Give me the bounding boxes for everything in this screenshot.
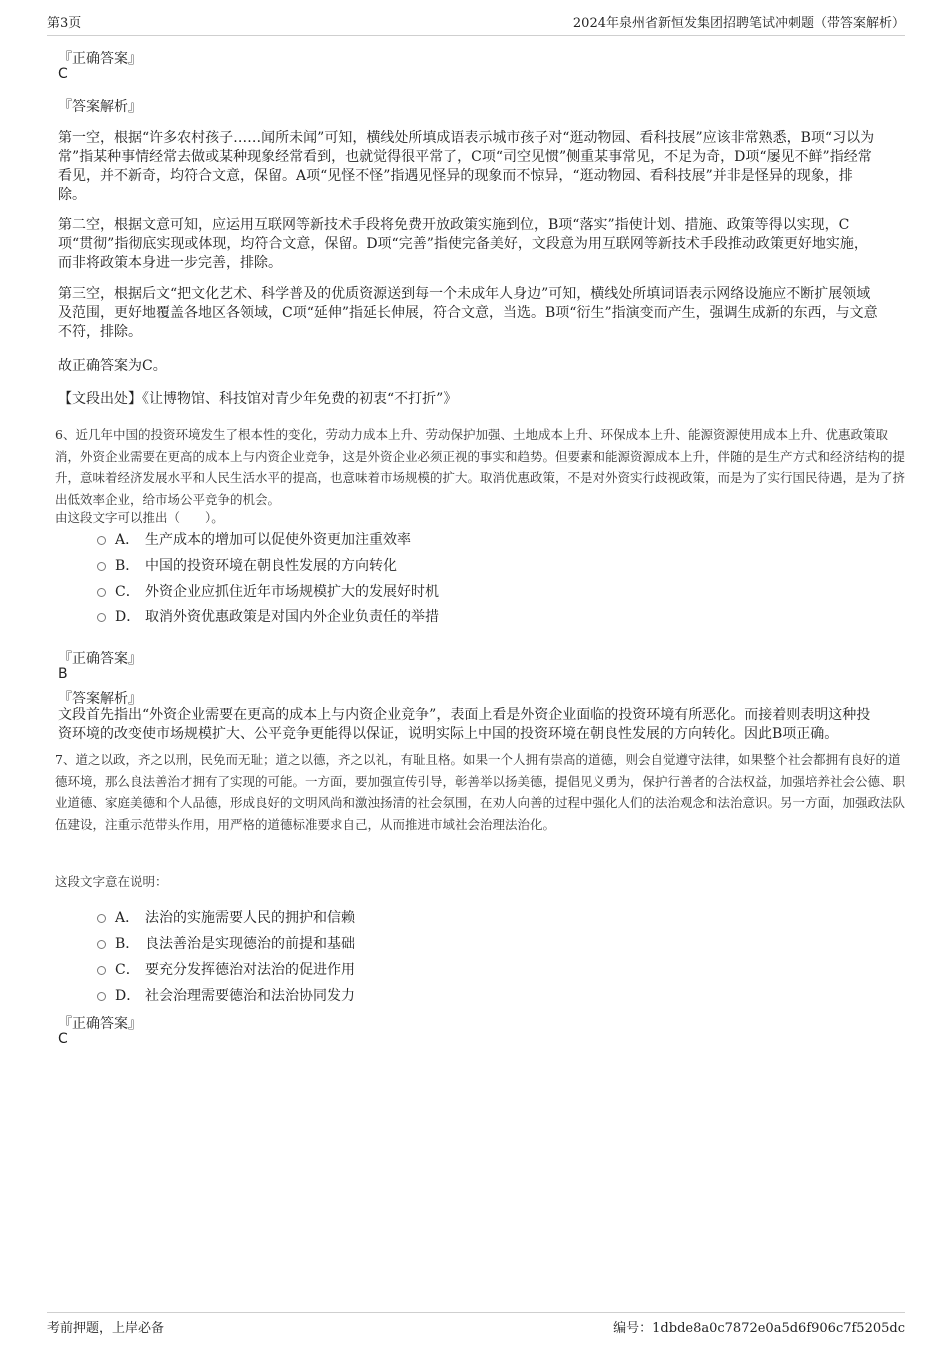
analysis-paragraph: 第一空，根据“许多农村孩子……闻所未闻”可知，横线处所填成语表示城市孩子对“逛动物园、看科技展”应该非常熟悉，B项“习以为常”指某种事情经常去做或某种现象经常看到，也就觉得很平常了，C项“司空见惯”侧重某事常见，不足为奇，D项“屡见不鲜”指经常看见，并不新奇，均符合文意，保留。A项“见怪不怪”指遇见怪异的现象而不惊异，“逛动物园、看科技展”并非是怪异的现象，排除。 xyxy=(58,130,875,203)
answer-label: 『正确答案』 xyxy=(58,651,142,667)
answer-label: 『正确答案』 xyxy=(58,1016,142,1032)
radio-icon[interactable] xyxy=(97,940,106,949)
question-prompt: 由这段文字可以推出（ ）。 xyxy=(55,510,224,525)
option-b[interactable]: B． 中国的投资环境在朝良性发展的方向转化 xyxy=(97,555,397,575)
document-id: 编号：1dbde8a0c7872e0a5d6f906c7f5205dc xyxy=(613,1321,905,1336)
analysis-label: 『答案解析』 xyxy=(58,99,142,115)
page-header xyxy=(47,12,905,36)
analysis-conclusion: 故正确答案为C。 xyxy=(58,358,167,374)
radio-icon[interactable] xyxy=(97,562,106,571)
footer-slogan: 考前押题，上岸必备 xyxy=(47,1321,165,1336)
question-prompt: 这段文字意在说明： xyxy=(55,874,168,889)
option-d[interactable]: D． 取消外资优惠政策是对国内外企业负责任的举措 xyxy=(97,606,439,626)
answer-label: 『正确答案』 xyxy=(58,51,142,67)
analysis-paragraph: 第二空，根据文意可知，应运用互联网等新技术手段将免费开放政策实施到位，B项“落实”指使计划、措施、政策等得以实现，C项“贯彻”指彻底实现或体现，均符合文意，保留。D项“完善”指使完备美好，文段意为用互联网等新技术手段推动政策更好地实施，而非将政策本身进一步完善，排除。 xyxy=(58,217,868,271)
radio-icon[interactable] xyxy=(97,536,106,545)
analysis-paragraph: 文段首先指出“外资企业需要在更高的成本上与内资企业竞争”，表面上看是外资企业面临的投资环境有所恶化。而接着则表明这种投资环境的改变使市场规模扩大、公平竞争更能得以保证，说明实际上中国的投资环境在朝良性发展的方向转化。因此B项正确。 xyxy=(58,707,871,742)
radio-icon[interactable] xyxy=(97,588,106,597)
page-number: 第3页 xyxy=(47,16,82,31)
question-stem: 6、近几年中国的投资环境发生了根本性的变化，劳动力成本上升、劳动保护加强、土地成本上升、环保成本上升、能源资源使用成本上升、优惠政策取消，外资企业需要在更高的成本上与内资企业竞争，这是外资企业必须正视的事实和趋势。但要素和能源资源成本上升，伴随的是生产方式和经济结构的提升，意味着经济发展水平和人民生活水平的提高，也意味着市场规模的扩大。取消优惠政策，不是对外资实行歧视政策，而是为了实行国民待遇，是为了挤出低效率企业，给市场公平竞争的机会。 xyxy=(55,427,906,507)
option-a[interactable]: A． 生产成本的增加可以促使外资更加注重效率 xyxy=(97,529,411,549)
option-c[interactable]: C． 要充分发挥德治对法治的促进作用 xyxy=(97,959,355,979)
option-b[interactable]: B． 良法善治是实现德治的前提和基础 xyxy=(97,933,355,953)
document-title: 2024年泉州省新恒发集团招聘笔试冲刺题（带答案解析） xyxy=(572,16,905,31)
radio-icon[interactable] xyxy=(97,914,106,923)
option-a[interactable]: A． 法治的实施需要人民的拥护和信赖 xyxy=(97,907,355,927)
answer-value: C xyxy=(58,1031,68,1047)
page-footer xyxy=(47,1312,905,1336)
answer-value: B xyxy=(58,666,68,682)
radio-icon[interactable] xyxy=(97,613,106,622)
analysis-paragraph: 第三空，根据后文“把文化艺术、科学普及的优质资源送到每一个未成年人身边”可知，横线处所填词语表示网络设施应不断扩展领域及范围，更好地覆盖各地区各领域，C项“延伸”指延长伸展，符合文意，当选。B项“衍生”指演变而产生，强调生成新的东西，与文意不符，排除。 xyxy=(58,286,878,340)
question-stem: 7、道之以政，齐之以刑，民免而无耻；道之以德，齐之以礼，有耻且格。如果一个人拥有崇高的道德，则会自觉遵守法律，如果整个社会都拥有良好的道德环境，那么良法善治才拥有了实现的可能。一方面，要加强宣传引导，彰善举以扬美德，提倡见义勇为，保护行善者的合法权益，加强培养社会公德、职业道德、家庭美德和个人品德，形成良好的文明风尚和激浊扬清的社会氛围，在劝人向善的过程中强化人们的法治观念和法治意识。另一方面，加强政法队伍建设，注重示范带头作用，用严格的道德标准要求自己，从而推进市域社会治理法治化。 xyxy=(55,752,906,832)
radio-icon[interactable] xyxy=(97,966,106,975)
analysis-label: 『答案解析』 xyxy=(58,691,142,707)
option-c[interactable]: C． 外资企业应抓住近年市场规模扩大的发展好时机 xyxy=(97,581,439,601)
option-d[interactable]: D． 社会治理需要德治和法治协同发力 xyxy=(97,985,355,1005)
radio-icon[interactable] xyxy=(97,992,106,1001)
answer-value: C xyxy=(58,66,68,82)
source-citation: 【文段出处】《让博物馆、科技馆对青少年免费的初衷“不打折”》 xyxy=(58,391,458,407)
